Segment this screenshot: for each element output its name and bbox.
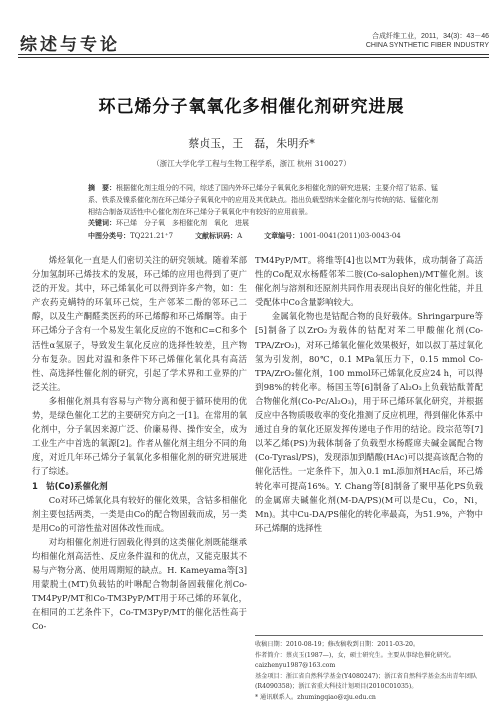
- clc-number: 中图分类号：TQ221.21⁺7: [88, 232, 174, 240]
- footnote-box: [255, 635, 483, 703]
- abstract-text: 根据催化剂主组分的不同，综述了国内外环己烯分子氧氧化多相催化剂的研究进展；主要介绍了钴系、锰系、铁系及镍系催化剂在环己烯分子氧氧化中的应用及其优缺点。指出负载型纳米金催化剂与传统的钴、锰催化剂相结合制备双活性中心催化剂在环己烯分子氧氧化中有较好的应用前景。: [88, 184, 438, 216]
- section-label: 综述与专论: [20, 35, 120, 55]
- corresponding-author: * 通讯联系人。zhumingqiao@zju.edu.cn: [255, 693, 376, 701]
- authors: 蔡贞玉，王 磊，朱明乔*: [188, 137, 315, 150]
- classification-meta: [88, 231, 463, 241]
- body-paragraph: TM4PyP/MT。将维等[4]也以MT为载体，成功制备了高活性的Co配双水杨醛邻苯二胺(Co-salophen)/MT催化剂。该催化剂与溶剂和还原剂共同作用表现出良好的催化性能，并且受配体中Co含量影响较大。: [255, 255, 483, 308]
- keywords-text: 环己烯 分子氧 多相催化剂 氧化 进展: [116, 219, 249, 227]
- journal-info: [366, 32, 489, 51]
- body-paragraph: 烯烃氧化一直是人们密切关注的研究领域。随着苯部分加氢制环己烯技术的发展，环己烯的应用也得到了更广泛的开发。其中，环己烯氧化可以得到许多产物，如：生产农药克螨特的环氧环己烷，生产邻苯二酚的邻环己二醇，以及生产酮醛类医药的环己烯醇和环己烯酮等。由于环己烯分子含有一个易发生氧化反应的不饱和C=C和多个活性α氢原子，导致发生氧化反应的选择性较差，且产物分布复杂。因此对温和条件下环己烯催化氧化具有高活性、高选择性催化剂的研究，引起了学术界和工业界的广泛关注。: [32, 255, 247, 392]
- keywords-label: 关键词：: [88, 219, 116, 227]
- abstract-label: 摘 要：: [88, 184, 116, 192]
- left-column: [32, 253, 247, 634]
- section-heading: 1 钴(Co)系催化剂: [32, 480, 108, 491]
- journal-english-name: CHINA SYNTHETIC FIBER INDUSTRY: [365, 42, 489, 50]
- body-paragraph: 多相催化剂具有容易与产物分离和便于循环使用的优势，是绿色催化工艺的主要研究方向之一[1]。在常用的氧化剂中，分子氧因来源广泛、价廉易得、操作安全，成为工业生产中首选的氧源[2]。作者从催化剂主组分不同的角度，对近几年环己烯分子氧氧化多相催化剂的研究进展进行了综述。: [32, 395, 247, 477]
- page-header: [18, 0, 489, 55]
- body-paragraph: Co对环己烯氧化具有较好的催化效果，含钴多相催化剂主要包括两类，一类是由Co的配合物固载而成，另一类是用Co的可溶性盐对固体改性而成。: [32, 494, 247, 533]
- funding: 基金项目：浙江省自然科学基金(Y4080247)；浙江省自然科学基金杰出青年团队(R4090358)；浙江省重大科技计划项目(2010C01035)。: [255, 672, 478, 690]
- article-number: 文章编号：1001-0041(2011)03-0043-04: [264, 232, 401, 240]
- document-code: 文献标识码：A: [195, 232, 243, 240]
- author-bio: 作者简介：蔡贞玉(1987—)，女，硕士研究生。主要从事绿色催化研究。caizhenyu1987@163.com: [255, 651, 456, 669]
- header-rule: [18, 54, 489, 55]
- keywords: [88, 218, 463, 228]
- right-column: [255, 253, 483, 535]
- affiliation: （浙江大学化学工程与生物工程学系，浙江 杭州 310027）: [152, 159, 351, 168]
- article-title: 环己烯分子氧氧化多相催化剂研究进展: [98, 97, 405, 117]
- received-date: 收稿日期：2010-08-19；修改稿收到日期：2011-03-20。: [255, 641, 420, 648]
- journal-citation: 合成纤维工业，2011，34(3)：43－46: [372, 33, 489, 40]
- body-paragraph: 金属氧化物也是钴配合物的良好载体。Shringarpure等[5]制备了以ZrO₂为载体的钴配对苯二甲酸催化剂(Co-TPA/ZrO₂)，对环己烯氧化催化效果极好，如以叔丁基过氧化氢为引发剂，80℃，0.1 MPa氧压力下，0.15 mmol Co-TPA/ZrO₂催化剂，100 mmol环己烯氧化反应24 h，可以得到98%的转化率。杨国玉等[6]制备了Al₂O₃上负载钴酞菁配合物催化剂(Co-Pc/Al₂O₃)，用于环己烯环氧化研究，并根据反应中各物质吸收率的变化推测了反应机理，得到催化体系中通过自身的氧化还原发挥传递电子作用的结论。段宗范等[7]以苯乙烯(PS)为载体制备了负载型水杨醛席夫碱金属配合物(Co-Tyrasl/PS)，发现添加到醋酸(HAc)可以提高该配合物的催化活性。一定条件下，加入0.1 mL添加剂HAc后，环己烯转化率可提高16%。Y. Chang等[8]制备了聚甲基化PS负载的金属席夫碱催化剂(M-DA/PS)(M可以是Cu，Co，Ni，Mn)。其中Cu-DA/PS催化的转化率最高，为51.9%，产物中环己烯酮的选择性: [255, 311, 483, 533]
- body-paragraph: 对均相催化剂进行固载化得到的这类催化剂既能继承均相催化剂高活性、反应条件温和的优点，又能克服其不易与产物分离、使用周期短的缺点。H. Kameyama等[3]用蒙脱土(MT)负载钴的叶啉配合物制备固载催化剂Co-TM4PyP/MT和Co-TM3PyP/MT用于环己烯的环氧化，在相同的工艺条件下，Co-TM3PyP/MT的催化活性高于Co-: [32, 536, 247, 632]
- abstract: [88, 182, 443, 218]
- header-rule-thin: [18, 57, 489, 58]
